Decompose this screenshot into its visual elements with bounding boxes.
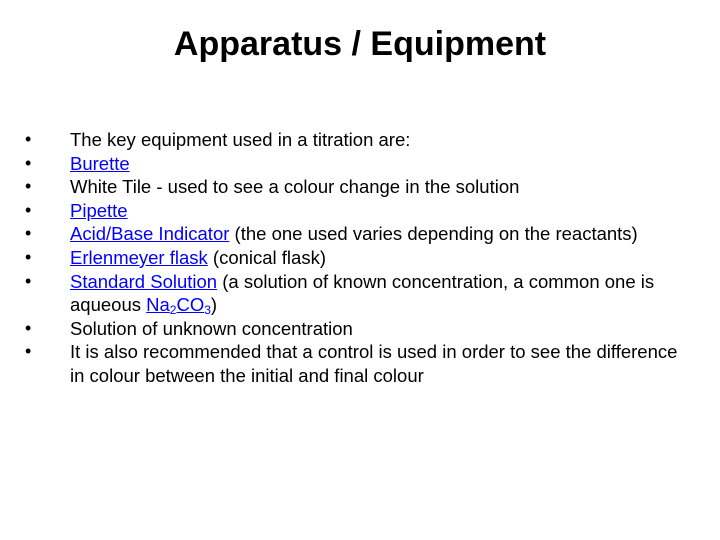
burette-link[interactable]: Burette	[70, 152, 130, 174]
item-text: It is also recommended that a control is used in order to see the difference in colour between the initial and final colour	[70, 341, 678, 386]
formula-part: Na	[146, 294, 170, 316]
bullet-icon: •	[25, 129, 32, 149]
bullet-icon: •	[25, 341, 32, 362]
bullet-icon: •	[25, 223, 32, 244]
formula-subscript: 2	[169, 303, 177, 318]
list-item-burette	[25, 152, 685, 176]
list-item-unknown-solution	[25, 317, 685, 341]
list-item-pipette	[25, 199, 685, 223]
sodium-carbonate-link[interactable]	[146, 294, 211, 318]
bullet-icon: •	[25, 152, 32, 173]
list-item-white-tile	[25, 175, 685, 199]
bullet-icon: •	[25, 246, 32, 267]
list-item-standard-solution	[25, 270, 685, 317]
acid-base-indicator-link[interactable]: Acid/Base Indicator	[70, 223, 230, 245]
list-item-flask	[25, 246, 685, 270]
item-text: (a solution of known concentration, a common one is aqueous	[70, 270, 655, 316]
pipette-link[interactable]: Pipette	[70, 199, 128, 221]
formula-part: CO	[176, 294, 205, 316]
bullet-icon: •	[25, 176, 32, 197]
bullet-list	[25, 128, 685, 388]
item-text: (conical flask)	[207, 246, 326, 268]
list-item-control	[25, 340, 685, 387]
list-item-indicator	[25, 222, 685, 246]
item-text: The key equipment used in a titration are:	[70, 129, 411, 150]
item-text: Solution of unknown concentration	[70, 317, 353, 339]
item-text: (the one used varies depending on the reactants)	[229, 223, 638, 245]
formula-subscript: 3	[204, 303, 211, 318]
standard-solution-link[interactable]: Standard Solution	[70, 270, 218, 292]
bullet-icon: •	[25, 270, 32, 291]
list-item-intro	[25, 128, 685, 152]
erlenmeyer-flask-link[interactable]: Erlenmeyer flask	[70, 246, 208, 268]
bullet-icon: •	[25, 199, 32, 220]
slide-title: Apparatus / Equipment	[173, 25, 547, 63]
bullet-icon: •	[25, 317, 32, 338]
item-text: White Tile - used to see a colour change in the solution	[70, 176, 520, 198]
closing-paren: )	[210, 294, 218, 316]
